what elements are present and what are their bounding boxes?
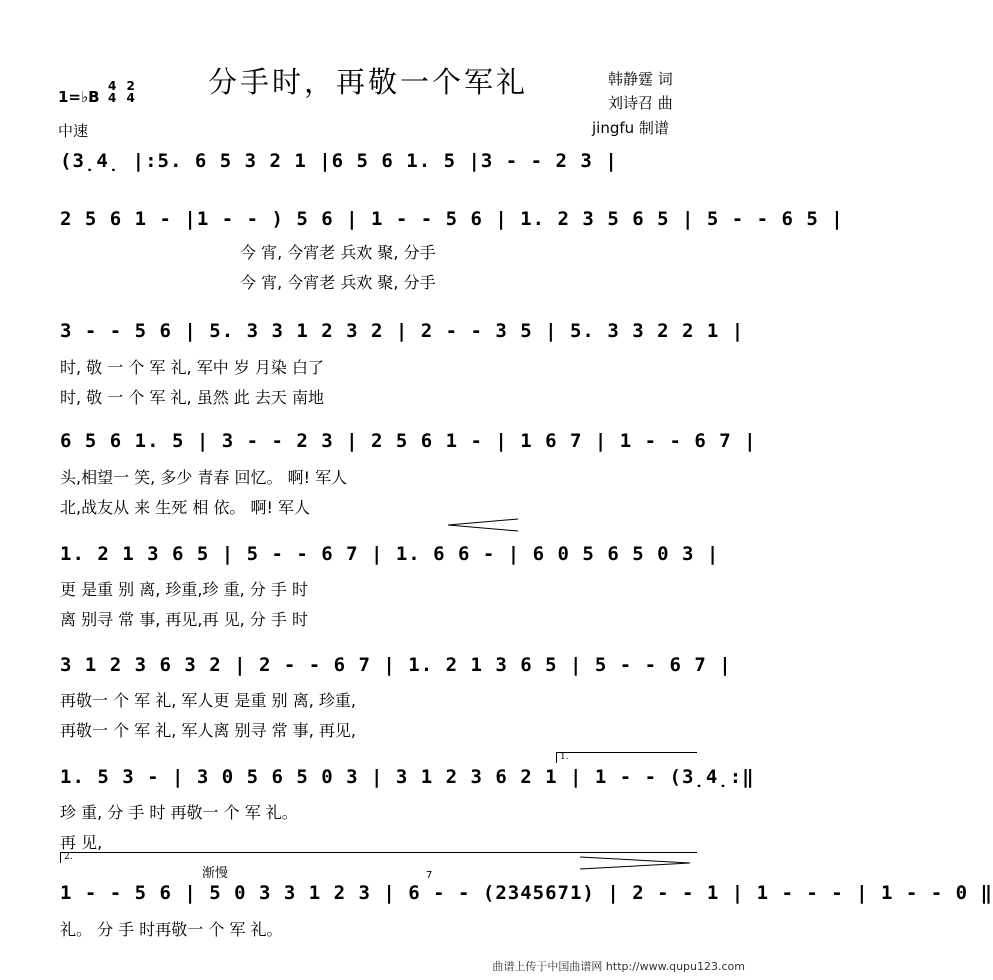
lyric-line-8-verse-1: 礼。 分 手 时再敬一 个 军 礼。	[60, 920, 283, 939]
crescendo-hairpin-1	[448, 518, 518, 532]
lyric-line-7-verse-1: 珍 重, 分 手 时 再敬一 个 军 礼。	[60, 803, 298, 822]
lyric-line-5-verse-2: 离 别寻 常 事, 再见,再 见, 分 手 时	[60, 610, 308, 629]
key-signature: 1=♭B	[58, 88, 100, 106]
volta-2-bracket: 2.	[60, 852, 697, 863]
composer-credit: 刘诗召 曲	[608, 94, 673, 112]
staff-line-1: (3̣4̣ |:5. 6 5 3 2 1 |6 5 6 1. 5 |3 - - 2 3 |	[60, 150, 618, 172]
lyric-line-5-verse-1: 更 是重 别 离, 珍重,珍 重, 分 手 时	[60, 580, 308, 599]
staff-line-4: 6 5 6 1. 5 | 3 - - 2 3 | 2 5 6 1 - | 1 6 7 | 1 - - 6 7 |	[60, 430, 757, 452]
staff-line-2: 2 5 6 1 - |1 - - ) 5 6 | 1 - - 5 6 | 1. 2 3 5 6 5 | 5 - - 6 5 |	[60, 208, 844, 230]
lyric-line-6-verse-1: 再敬一 个 军 礼, 军人更 是重 别 离, 珍重,	[60, 691, 356, 710]
arranger-credit: jingfu 制谱	[592, 119, 669, 137]
lyric-line-3-verse-2: 时, 敬 一 个 军 礼, 虽然 此 去天 南地	[60, 388, 324, 407]
slowdown-marking: 渐慢	[202, 866, 229, 881]
staff-line-3: 3 - - 5 6 | 5. 3 3 1 2 3 2 | 2 - - 3 5 | 5. 3 3 2 2 1 |	[60, 320, 745, 342]
lyric-line-2-verse-2: 今 宵, 今宵老 兵欢 聚, 分手	[240, 273, 436, 292]
tuplet-number: 7	[426, 870, 433, 881]
volta-1-bracket: 1.	[556, 752, 697, 763]
decrescendo-hairpin-1	[580, 856, 690, 870]
site-watermark: 曲谱上传于中国曲谱网 http://www.qupu123.com	[492, 960, 745, 973]
lyricist-credit: 韩静霆 词	[608, 70, 673, 88]
staff-line-8: 1 - - 5 6 | 5 0 3 3 1 2 3 | 6 - - (2345671) | 2 - - 1 | 1 - - - | 1 - - 0 ‖	[60, 882, 993, 904]
staff-line-5: 1. 2 1 3 6 5 | 5 - - 6 7 | 1. 6 6 - | 6 0 5 6 5 0 3 |	[60, 543, 720, 565]
meter-1: 4 4	[108, 79, 117, 105]
time-signature	[108, 80, 141, 104]
song-title: 分手时，再敬一个军礼	[208, 65, 529, 99]
lyric-line-2-verse-1: 今 宵, 今宵老 兵欢 聚, 分手	[240, 243, 436, 262]
staff-line-6: 3 1 2 3 6 3 2 | 2 - - 6 7 | 1. 2 1 3 6 5 | 5 - - 6 7 |	[60, 654, 732, 676]
meter-2: 2 4	[126, 79, 135, 105]
lyric-line-7-verse-2: 再 见,	[60, 833, 103, 852]
tempo-marking: 中速	[58, 122, 89, 140]
lyric-line-4-verse-2: 北,战友从 来 生死 相 依。 啊! 军人	[60, 498, 311, 517]
staff-line-7: 1. 5 3 - | 3 0 5 6 5 0 3 | 3 1 2 3 6 2 1 | 1 - - (3̣4̣:‖	[60, 766, 755, 788]
lyric-line-3-verse-1: 时, 敬 一 个 军 礼, 军中 岁 月染 白了	[60, 358, 324, 377]
lyric-line-6-verse-2: 再敬一 个 军 礼, 军人离 别寻 常 事, 再见,	[60, 721, 356, 740]
lyric-line-4-verse-1: 头,相望一 笑, 多少 青春 回忆。 啊! 军人	[60, 468, 348, 487]
